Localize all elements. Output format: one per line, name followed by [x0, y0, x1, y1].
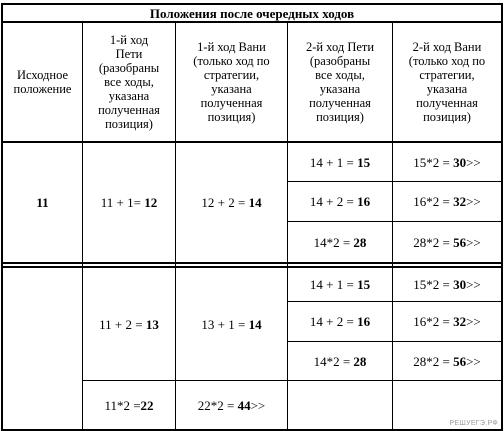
move-expression: 14 + 1 = [309, 154, 358, 170]
move-expression: 14 + 1 = [309, 277, 358, 292]
header-line: позиция) [423, 110, 471, 124]
move-expression: 12 + 2 = [201, 195, 249, 210]
vanya-move-2-cell [393, 342, 501, 380]
move-result: 32 [453, 314, 467, 329]
header-line: 2-й ход Вани [412, 40, 482, 54]
move-expression: 11 + 1= [100, 195, 145, 210]
header-line: Исходное [16, 68, 69, 82]
header-line: 2-й ход Пети [305, 40, 375, 54]
header-line: положение [13, 82, 72, 96]
move-expression: 14 + 2 = [309, 194, 358, 209]
header-line: позиция) [316, 110, 364, 124]
header-line: указана [108, 89, 150, 103]
header-line: 1-й ход [109, 33, 149, 47]
initial-position-value: 11 [36, 195, 49, 210]
table-border-right [501, 3, 503, 431]
initial-position-cell [3, 143, 82, 262]
vanya-move-2-cell [393, 182, 501, 221]
group-divider-1 [1, 262, 503, 264]
header-line: все ходы, [104, 75, 154, 89]
move-expression: 14*2 = [313, 234, 354, 250]
move-expression: 22*2 = [197, 397, 238, 413]
win-marker: >> [466, 353, 481, 369]
vanya-move-1-cell [176, 268, 287, 380]
move-result: 13 [145, 316, 159, 332]
move-expression: 15*2 = [413, 154, 454, 170]
win-marker: >> [250, 397, 266, 413]
move-result: 32 [453, 194, 467, 209]
move-result: 30 [453, 277, 467, 292]
move-expression: 11 + 2 = [99, 316, 146, 332]
move-result: 28 [353, 234, 367, 250]
move-result: 14 [248, 316, 262, 332]
move-result: 28 [353, 353, 367, 369]
move-result: 56 [453, 234, 467, 250]
vanya-move-2-cell [393, 222, 501, 262]
move-expression: 28*2 = [413, 234, 454, 250]
petya-move-1-cell [83, 381, 175, 429]
petya-move-2-cell [288, 302, 392, 341]
header-initial-position [3, 23, 82, 141]
move-expression: 28*2 = [413, 353, 454, 369]
header-line: полученная [200, 96, 263, 110]
move-expression: 16*2 = [413, 314, 454, 329]
move-expression: 14*2 = [313, 353, 354, 369]
petya-move-2-cell [288, 182, 392, 221]
win-marker: >> [466, 154, 481, 170]
move-expression: 13 + 1 = [201, 316, 249, 332]
header-line: (только ход по [193, 54, 270, 68]
win-marker: >> [466, 314, 481, 329]
move-result: 44 [237, 397, 251, 413]
move-expression: 16*2 = [413, 194, 454, 209]
petya-move-2-cell [288, 222, 392, 262]
header-line: стратегии, [419, 68, 475, 82]
vanya-move-1-cell [176, 143, 287, 262]
header-line: указана [426, 82, 468, 96]
move-result: 30 [453, 154, 467, 170]
petya-move-1-cell [83, 143, 175, 262]
move-expression: 11*2 = [104, 397, 141, 413]
header-line: стратегии, [203, 68, 260, 82]
header-line: (разобраны [309, 54, 371, 68]
petya-move-2-cell [288, 143, 392, 181]
header-petya-move-1 [83, 23, 175, 141]
move-result: 12 [144, 195, 158, 210]
header-line: полученная [98, 103, 160, 117]
move-result: 15 [357, 277, 371, 292]
petya-move-2-cell [288, 342, 392, 380]
header-vanya-move-1 [176, 23, 287, 141]
header-line: (только ход по [408, 54, 486, 68]
watermark: РЕШУЕГЭ.РФ [449, 420, 498, 427]
vanya-move-2-cell [393, 143, 501, 181]
win-marker: >> [466, 277, 481, 292]
move-result: 15 [357, 154, 371, 170]
win-marker: >> [466, 194, 481, 209]
table-title-text: Положения после очередных ходов [149, 5, 355, 21]
header-line: 1-й ход Вани [197, 40, 266, 54]
petya-move-2-cell [288, 268, 392, 301]
header-petya-move-2 [288, 23, 392, 141]
move-result: 14 [248, 195, 262, 210]
petya-move-1-cell [83, 268, 175, 380]
move-expression: 15*2 = [413, 277, 454, 292]
move-expression: 14 + 2 = [309, 314, 358, 329]
header-line: позиция) [105, 117, 153, 131]
vanya-move-1-cell [176, 381, 287, 429]
table-title [3, 5, 501, 21]
header-line: полученная [416, 96, 478, 110]
header-vanya-move-2 [393, 23, 501, 141]
move-result: 16 [357, 194, 371, 209]
move-result: 22 [140, 397, 154, 413]
header-line: указана [211, 82, 252, 96]
vanya-move-2-cell [393, 302, 501, 341]
header-line: полученная [309, 96, 371, 110]
move-result: 16 [357, 314, 371, 329]
header-line: все ходы, [315, 68, 365, 82]
header-line: позиция) [207, 110, 256, 124]
win-marker: >> [466, 234, 481, 250]
vanya-move-2-cell [393, 268, 501, 301]
header-line: (разобраны [98, 61, 160, 75]
header-line: указана [319, 82, 361, 96]
header-line: Пети [115, 47, 143, 61]
move-result: 56 [453, 353, 467, 369]
